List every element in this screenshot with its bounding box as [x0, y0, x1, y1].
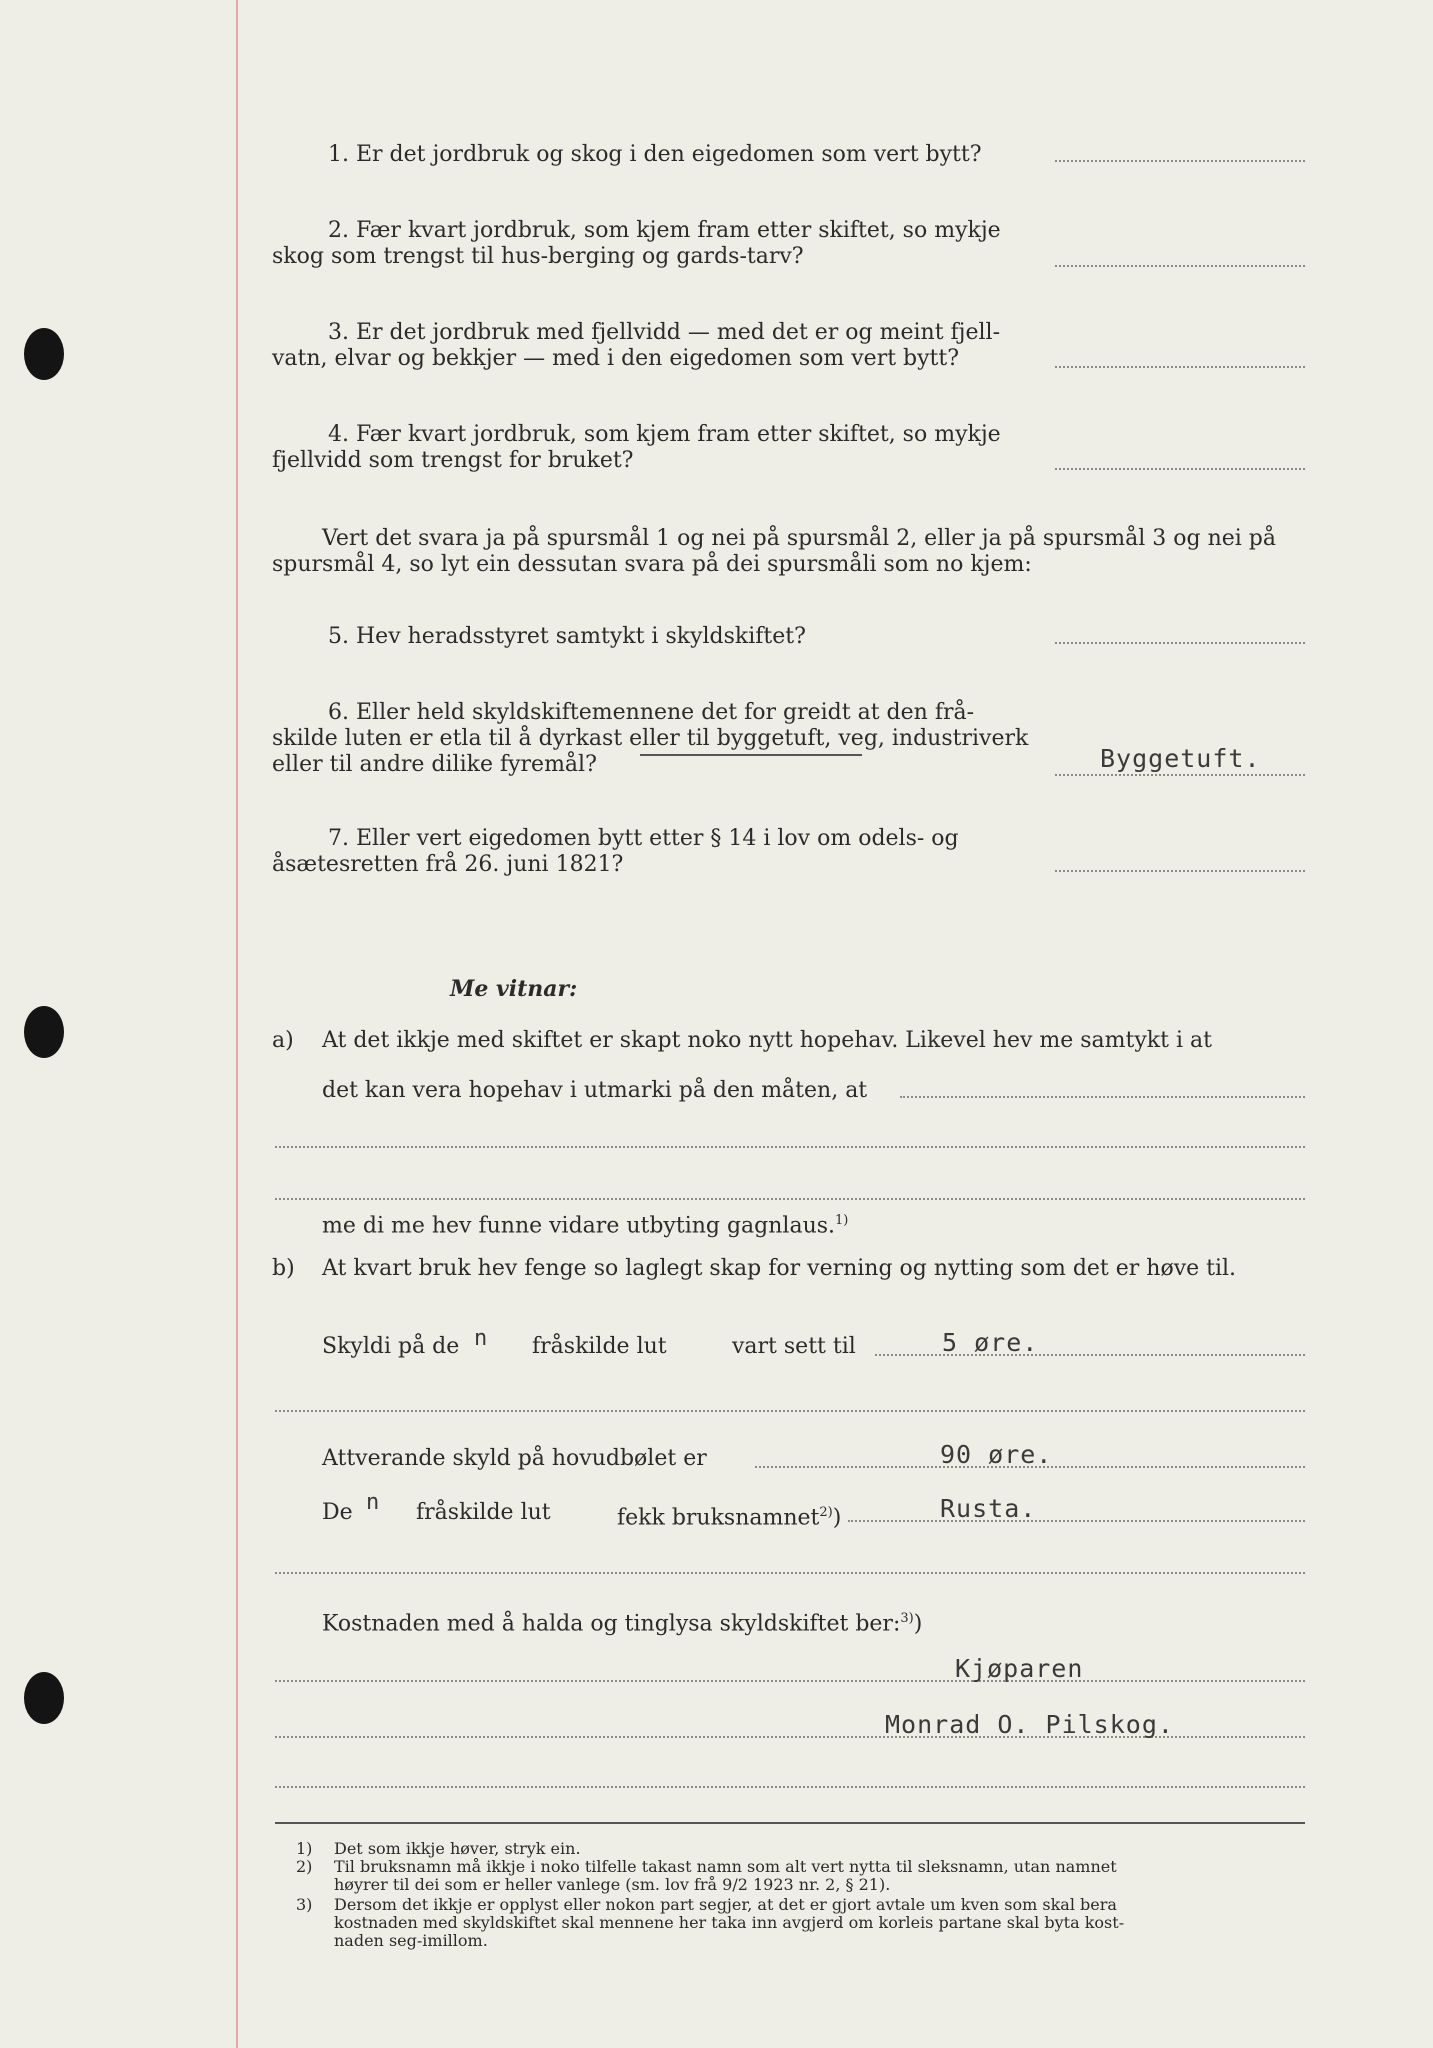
intro-line-1: Vert det svara ja på spursmål 1 og nei på spursmål 2, eller ja på spursmål 3 og nei på: [322, 526, 1277, 551]
question-3-line-1: 3. Er det jordbruk med fjellvidd — med det er og meint fjell-: [328, 320, 1001, 345]
bruksnamn-label-c: fekk bruksnamnet$^{2)}$): [617, 1505, 842, 1531]
margin-line: [236, 0, 238, 2048]
skyld-field-2[interactable]: [275, 1410, 1305, 1412]
item-b-label: b): [272, 1256, 295, 1281]
answer-field-4[interactable]: [1055, 468, 1305, 470]
answer-field-2[interactable]: [1055, 265, 1305, 267]
footnote-3-mark: 3): [296, 1895, 313, 1914]
question-6-line-1: 6. Eller held skyldskiftemennene det for greidt at den frå-: [328, 700, 975, 725]
footnote-2-mark: 2): [296, 1857, 313, 1876]
footnote-3-line-1: Dersom det ikkje er opplyst eller nokon part segjer, at det er gjort avtale um kven som skal bera: [334, 1895, 1117, 1914]
punch-hole: [24, 1672, 64, 1724]
skyld-label-a: Skyldi på de: [322, 1334, 460, 1359]
footnote-rule: [275, 1822, 1305, 1824]
footnote-1: Det som ikkje høver, stryk ein.: [334, 1839, 581, 1858]
footnote-3-line-2: kostnaden med skyldskiftet skal mennene her taka inn avgjerd om korleis partane skal byta kost-: [334, 1913, 1125, 1932]
answer-field-1[interactable]: [1055, 160, 1305, 162]
footnote-2-line-1: Til bruksnamn må ikkje i noko tilfelle takast namn som alt vert nytta til sleksnamn, utan namnet: [334, 1857, 1117, 1876]
question-2-line-1: 2. Fær kvart jordbruk, som kjem fram etter skiftet, so mykje: [328, 218, 1001, 243]
kostnad-answer-1: Kjøparen: [955, 1654, 1084, 1683]
item-a-line-3: me di me hev funne vidare utbyting gagnlaus.$^{1)}$: [322, 1213, 849, 1239]
kostnad-field-1[interactable]: [275, 1680, 1305, 1682]
question-1: 1. Er det jordbruk og skog i den eigedomen som vert bytt?: [328, 142, 982, 167]
question-2-line-2: skog som trengst til hus-berging og gards-tarv?: [272, 244, 804, 269]
witness-heading: Me vitnar:: [450, 976, 578, 1002]
question-4-line-2: fjellvidd som trengst for bruket?: [272, 448, 634, 473]
question-7-line-2: åsætesretten frå 26. juni 1821?: [272, 852, 624, 877]
question-5: 5. Hev heradsstyret samtykt i skyldskiftet?: [328, 624, 806, 649]
attverande-answer: 90 øre.: [940, 1440, 1053, 1469]
hopehav-field-3[interactable]: [275, 1198, 1305, 1200]
answer-field-7[interactable]: [1055, 870, 1305, 872]
intro-line-2: spursmål 4, so lyt ein dessutan svara på dei spursmåli som no kjem:: [272, 552, 1032, 577]
attverande-label: Attverande skyld på hovudbølet er: [322, 1446, 707, 1471]
bruksnamn-answer: Rusta.: [940, 1494, 1037, 1523]
answer-6-text: Byggetuft.: [1100, 744, 1261, 773]
bruksnamn-label-b: fråskilde lut: [416, 1500, 551, 1525]
bruksnamn-field[interactable]: [848, 1520, 1305, 1522]
question-6-line-3: eller til andre dilike fyremål?: [272, 752, 597, 777]
skyld-handwritten-n: n: [474, 1326, 489, 1351]
punch-hole: [24, 1006, 64, 1058]
item-a-line-1: At det ikkje med skiftet er skapt noko nytt hopehav. Likevel hev me samtykt i at: [322, 1028, 1212, 1053]
item-a-line-2: det kan vera hopehav i utmarki på den måten, at: [322, 1078, 868, 1103]
handwritten-underline: [640, 754, 862, 756]
skyld-label-c: vart sett til: [732, 1334, 856, 1359]
question-3-line-2: vatn, elvar og bekkjer — med i den eigedomen som vert bytt?: [272, 346, 960, 371]
punch-hole: [24, 328, 64, 380]
answer-field-6[interactable]: [1055, 774, 1305, 776]
hopehav-field-1[interactable]: [900, 1096, 1305, 1098]
question-4-line-1: 4. Fær kvart jordbruk, som kjem fram etter skiftet, so mykje: [328, 422, 1001, 447]
question-6-line-2: skilde luten er etla til å dyrkast eller til byggetuft, veg, industriverk: [272, 726, 1029, 751]
skyld-field[interactable]: [875, 1354, 1305, 1356]
footnote-1-mark: 1): [296, 1839, 313, 1858]
question-7-line-1: 7. Eller vert eigedomen bytt etter § 14 i lov om odels- og: [328, 826, 959, 851]
footnote-3-line-3: naden seg-imillom.: [334, 1931, 488, 1950]
answer-field-3[interactable]: [1055, 366, 1305, 368]
skyld-label-b: fråskilde lut: [532, 1334, 667, 1359]
kostnad-label: Kostnaden med å halda og tinglysa skyldskiftet ber:$^{3)}$): [322, 1611, 923, 1637]
answer-field-5[interactable]: [1055, 642, 1305, 644]
kostnad-answer-2: Monrad O. Pilskog.: [885, 1710, 1174, 1739]
bruksnamn-label-a: De: [322, 1500, 353, 1525]
kostnad-field-3[interactable]: [275, 1786, 1305, 1788]
hopehav-field-2[interactable]: [275, 1146, 1305, 1148]
footnote-2-line-2: høyrer til dei som er heller vanlege (sm. lov frå 9/2 1923 nr. 2, § 21).: [334, 1875, 891, 1894]
item-a-label: a): [272, 1028, 294, 1053]
skyld-answer: 5 øre.: [942, 1328, 1039, 1357]
bruksnamn-field-2[interactable]: [275, 1572, 1305, 1574]
item-b-line-1: At kvart bruk hev fenge so laglegt skap for verning og nytting som det er høve til.: [322, 1256, 1237, 1281]
bruksnamn-handwritten-n: n: [366, 1490, 381, 1515]
